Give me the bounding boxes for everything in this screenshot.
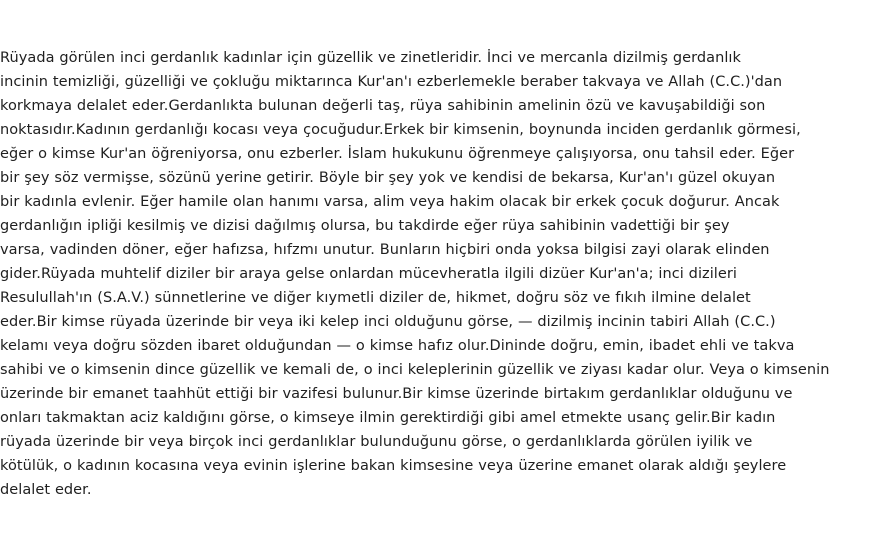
text-line: incinin temizliği, güzelliği ve çokluğu miktarınca Kur'an'ı ezberlemekle beraber takvaya ve Allah (C.C.)'dan: [0, 74, 783, 90]
text-line: Rüyada görülen inci gerdanlık kadınlar için güzellik ve zinetleridir. İnci ve mercanla dizilmiş gerdanlık: [0, 50, 741, 66]
text-line: üzerinde bir emanet taahhüt ettiği bir vazifesi bulunur.Bir kimse üzerinde birtakım gerdanlıklar olduğunu ve: [0, 386, 793, 402]
text-line: kelamı veya doğru sözden ibaret olduğundan — o kimse hafız olur.Dininde doğru, emin, ibadet ehli ve takva: [0, 338, 795, 354]
text-line: eğer o kimse Kur'an öğreniyorsa, onu ezberler. İslam hukukunu öğrenmeye çalışıyorsa, onu tahsil eder. Eğer: [0, 146, 795, 162]
text-line: gider.Rüyada muhtelif diziler bir araya gelse onlardan mücevheratla ilgili dizüer Kur'an'a; inci dizileri: [0, 266, 737, 282]
text-line: varsa, vadinden döner, eğer hafızsa, hıfzmı unutur. Bunların hiçbiri onda yoksa bilgisi zayi olarak elinden: [0, 242, 770, 258]
text-line: bir kadınla evlenir. Eğer hamile olan hanımı varsa, alim veya hakim olacak bir erkek çocuk doğurur. Ancak: [0, 194, 780, 210]
text-line: korkmaya delalet eder.Gerdanlıkta bulunan değerli taş, rüya sahibinin amelinin özü ve kavuşabildiği son: [0, 98, 766, 114]
text-line: rüyada üzerinde bir veya birçok inci gerdanlıklar bulunduğunu görse, o gerdanlıklarda görülen iyilik ve: [0, 434, 753, 450]
text-line: sahibi ve o kimsenin dince güzellik ve kemali de, o inci keleplerinin güzellik ve ziyası kadar olur. Veya o kimsenin: [0, 362, 830, 378]
text-line: noktasıdır.Kadının gerdanlığı kocası veya çocuğudur.Erkek bir kimsenin, boynunda inciden gerdanlık görmesi,: [0, 122, 801, 138]
text-line: Resulullah'ın (S.A.V.) sünnetlerine ve diğer kıymetli diziler de, hikmet, doğru söz ve fıkıh ilmine delalet: [0, 290, 751, 306]
text-line: onları takmaktan aciz kaldığını görse, o kimseye ilmin gerektirdiği gibi amel etmekte usanç gelir.Bir kadın: [0, 410, 776, 426]
text-line: delalet eder.: [0, 482, 92, 498]
text-line: bir şey söz vermişse, sözünü yerine getirir. Böyle bir şey yok ve kendisi de bekarsa, Kur'an'ı güzel okuyan: [0, 170, 776, 186]
text-line: kötülük, o kadının kocasına veya evinin işlerine bakan kimsesine veya üzerine emanet olarak aldığı şeylere: [0, 458, 787, 474]
text-line: eder.Bir kimse rüyada üzerinde bir veya iki kelep inci olduğunu görse, — dizilmiş incinin tabiri Allah (C.C.): [0, 314, 776, 330]
document-body: [0, 46, 880, 502]
text-line: gerdanlığın ipliği kesilmiş ve dizisi dağılmış olursa, bu takdirde eğer rüya sahibinin vadettiği bir şey: [0, 218, 730, 234]
